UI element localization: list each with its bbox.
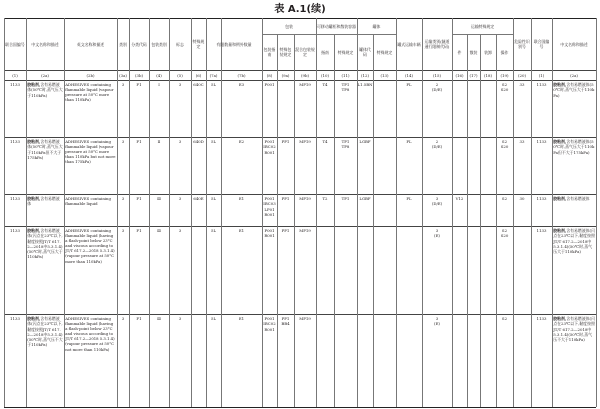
header-name-zh: 中文名称和描述	[31, 41, 59, 47]
dangerous-goods-table	[4, 18, 596, 407]
column-number: (5)	[177, 72, 183, 78]
proper-shipping-name: 胶粘剂,	[553, 82, 567, 87]
cell-name-en: ADHESIVES containing flammable liquid	[65, 196, 111, 207]
cell-code: F1	[136, 196, 142, 201]
description: 含有易燃液体(50℃时,蒸气压大于110kPa但不大于175kPa)	[27, 139, 63, 160]
header-un: 联合国编号	[5, 41, 25, 47]
header-sp-load: 装卸	[484, 49, 492, 55]
cell-tank-instr	[316, 315, 334, 406]
cell-tank-sp	[334, 315, 357, 406]
description: 含有易燃液体(50℃时,蒸气压大于110kPa)	[553, 82, 595, 98]
cell-name-en: ADHESIVES containing flammable liquid (vapour pressure at 50°C more than 110kPa but not more than 175kPa)	[65, 139, 116, 165]
header-sp-op: 操作	[500, 49, 509, 55]
cell-sp: 640E	[193, 196, 204, 201]
cell-pg: Ⅱ	[157, 139, 161, 144]
header-transport-cat: 运输类别(隧道通行限制代码)	[424, 39, 450, 49]
column-number: (1)	[538, 72, 545, 78]
cell-hin: 33	[519, 82, 525, 87]
column-number: (2a)	[570, 72, 578, 78]
header-name-en: 英文名称和描述	[76, 41, 105, 47]
cell-hin: 30	[519, 196, 525, 201]
cell-pg: Ⅲ	[157, 316, 161, 321]
column-number: (7b)	[237, 72, 246, 78]
cell-lq: 5L	[210, 139, 217, 144]
cell-name2-zh	[552, 195, 596, 225]
proper-shipping-name: 胶粘剂,	[27, 228, 41, 233]
cell-pi: P001 IBC02 R001	[263, 139, 276, 155]
cell-vehicle: FL	[406, 139, 412, 144]
cell-tank-sp2	[373, 315, 396, 406]
cell-name2-zh	[552, 315, 596, 406]
cell-tank-instr: T4	[322, 139, 328, 144]
column-number: (14)	[405, 72, 413, 78]
cell-vehicle	[396, 315, 422, 406]
cell-name-en: ADHESIVES containing flammable liquid (having a flash-point below 23°C and viscous according to JT/T 617.2—2018 5.3.1.4) (vapour pressure at 50°C more than 110kPa)	[65, 228, 115, 264]
cell-mpp: MP19	[299, 228, 311, 233]
proper-shipping-name: 胶粘剂,	[553, 228, 567, 233]
column-number: (16)	[455, 72, 464, 78]
header-tank-sp: 特殊规定	[337, 49, 354, 55]
cell-hin	[513, 227, 531, 313]
column-number: (11)	[341, 72, 350, 78]
cell-transport-cat: 3 (E)	[434, 316, 440, 327]
cell-vehicle: FL	[406, 82, 412, 87]
cell-sp-op: S2 S20	[500, 228, 509, 239]
column-number: (9b)	[300, 72, 309, 78]
header-tank-instr: 指南	[321, 49, 329, 55]
column-number: (12)	[361, 72, 369, 78]
column-number: (1)	[12, 72, 18, 78]
cell-un: 1133	[10, 196, 20, 201]
cell-sp-bulk	[467, 138, 480, 193]
header-tank-sp2: 特殊规定	[376, 49, 393, 55]
cell-label: 3	[178, 139, 182, 144]
proper-shipping-name: 胶粘剂,	[27, 196, 41, 201]
cell-ppp: PP1 BB4	[281, 316, 290, 327]
cell-ppp	[277, 81, 294, 136]
description: 含有易燃液体(闪点在23℃以下,黏度按照JT/T 617.2—2018中5.3.1.4)(50℃时,蒸气压大于110kPa)	[27, 228, 63, 260]
cell-sp: 640C	[193, 82, 204, 87]
cell-lq: 5L	[210, 82, 217, 87]
cell-pi: P001 R001	[264, 228, 275, 239]
cell-class: 3	[121, 196, 125, 201]
description: 含有易燃液体(闪点在23℃以下,黏度按照JT/T 617.2—2018中5.3.1.4)(50℃时,蒸气压不大于110kPa)	[553, 316, 595, 343]
cell-transport-cat: 3 (E)	[434, 228, 440, 239]
header-vehicle: 罐式运输车辆	[397, 41, 421, 47]
column-number: (13)	[380, 72, 389, 78]
column-number: (18)	[484, 72, 492, 78]
header-hin: 危险性识别号	[514, 39, 530, 49]
cell-sp	[191, 227, 206, 313]
header-group-special-provisions: 运输特殊规定	[470, 24, 495, 29]
column-number: (2a)	[41, 72, 49, 78]
header-un2: 联合国编号	[533, 39, 550, 49]
cell-sp-op: S2	[501, 316, 508, 321]
column-number: (3a)	[119, 72, 127, 78]
proper-shipping-name: 胶粘剂,	[27, 139, 41, 144]
cell-lq: 5L	[210, 196, 217, 201]
cell-lq: 5L	[210, 228, 217, 233]
cell-class: 3	[121, 139, 125, 144]
cell-class: 3	[121, 228, 125, 233]
header-ppp: 特殊包装规定	[279, 47, 292, 57]
header-sp: 特殊规定	[192, 39, 205, 49]
column-number: (7a)	[209, 72, 218, 78]
cell-eq: E1	[238, 196, 245, 201]
header-name2-zh: 中文名称和描述	[560, 41, 588, 47]
cell-pi: P001	[264, 82, 275, 87]
cell-pi: P001 IBC03 LP01 R001	[263, 196, 276, 217]
cell-code: F1	[136, 316, 142, 321]
cell-un: 1133	[10, 139, 20, 144]
cell-mpp: MP19	[299, 82, 311, 87]
cell-code: F1	[136, 228, 142, 233]
cell-sp-bulk	[467, 227, 480, 313]
cell-hin: 33	[519, 139, 525, 144]
cell-transport-cat: 2 (D/E)	[431, 139, 443, 150]
cell-un2: 1133	[536, 139, 547, 144]
cell-name-zh	[26, 81, 64, 136]
cell-name2-zh	[552, 81, 596, 136]
header-pg: 包装类别	[151, 41, 167, 47]
cell-tank-sp2	[373, 195, 396, 225]
header-label: 标志	[176, 41, 184, 47]
cell-sp-pkg	[452, 315, 467, 406]
cell-un: 1133	[10, 228, 20, 233]
proper-shipping-name: 胶粘剂,	[27, 82, 41, 87]
cell-class: 3	[121, 82, 125, 87]
cell-eq: E1	[238, 316, 245, 321]
cell-class: 3	[121, 316, 125, 321]
cell-tank-sp2	[373, 227, 396, 313]
cell-un2: 1133	[536, 316, 547, 321]
cell-sp: 640D	[193, 139, 204, 144]
cell-name2-zh	[552, 138, 596, 193]
cell-name-en: ADHESIVES containing flammable liquid (having a flash-point below 23°C and viscous according to JT/T 617.2—2018 5.3.1.4) (vapour pressure at 50°C not more than 110kPa)	[65, 316, 115, 352]
cell-eq: E3	[238, 82, 245, 87]
cell-tank-code	[357, 227, 373, 313]
description: 含有易燃液体(50℃时,蒸气压大于110kPa)	[27, 82, 63, 98]
proper-shipping-name: 胶粘剂,	[553, 316, 567, 321]
cell-transport-cat: 3 (D/E)	[431, 196, 443, 207]
cell-mpp: MP19	[299, 196, 311, 201]
proper-shipping-name: 胶粘剂,	[553, 196, 567, 201]
cell-label: 3	[178, 316, 182, 321]
cell-ppp: PP1	[281, 228, 290, 233]
cell-name-zh	[26, 195, 64, 225]
cell-tank-sp	[334, 227, 357, 313]
cell-label: 3	[178, 196, 182, 201]
cell-tank-instr: T4	[322, 82, 328, 87]
proper-shipping-name: 胶粘剂,	[27, 316, 41, 321]
cell-sp-load	[480, 195, 496, 225]
header-tank-code: 罐体代码	[359, 47, 371, 57]
cell-pg: Ⅲ	[157, 228, 161, 233]
cell-label: 3	[178, 228, 182, 233]
cell-tank-sp: TP1	[341, 196, 350, 201]
cell-mpp: MP19	[299, 139, 311, 144]
column-number: (17)	[469, 72, 478, 78]
cell-hin	[513, 315, 531, 406]
cell-sp-op: S2	[501, 196, 508, 201]
cell-sp-pkg: V12	[455, 196, 464, 201]
header-group-tank: 罐体	[372, 24, 381, 29]
col-divider	[596, 18, 597, 407]
column-number: (15)	[433, 72, 441, 78]
cell-sp-pkg	[452, 81, 467, 136]
proper-shipping-name: 胶粘剂,	[553, 139, 567, 144]
column-number: (3b)	[134, 72, 143, 78]
cell-mpp: MP19	[299, 316, 311, 321]
cell-name-en: ADHESIVES containing flammable liquid (vapour pressure at 50°C more than 110kPa)	[65, 82, 114, 103]
header-sp-bulk: 散装	[469, 49, 478, 55]
rule-row	[4, 407, 596, 408]
cell-code: F1	[136, 139, 142, 144]
description: 含有易燃液体(闪点在23℃以下,黏度按照JT/T 617.2—2018中5.3.1.4)(50℃时,蒸气压大于110kPa)	[553, 228, 595, 255]
table-title: 表 A.1(续)	[274, 4, 326, 15]
header-lq: 有限数量和例外数量	[216, 41, 252, 47]
column-number: (2b)	[86, 72, 95, 78]
cell-ppp: PP1	[281, 139, 290, 144]
cell-tank-code: LGBF	[359, 196, 371, 201]
cell-sp-op: S2 S20	[500, 82, 509, 93]
cell-name-zh	[26, 227, 64, 313]
cell-name-zh	[26, 315, 64, 406]
cell-vehicle	[396, 227, 422, 313]
header-group-packaging: 包装	[285, 24, 293, 29]
cell-sp-bulk	[467, 195, 480, 225]
cell-tank-code	[357, 315, 373, 406]
cell-un: 1133	[10, 82, 20, 87]
header-code: 分类代码	[131, 41, 147, 47]
header-pi: 包装指南	[263, 47, 276, 57]
cell-sp-load	[480, 138, 496, 193]
description: 含有易燃液体(50℃时,蒸气压大于110kPa但不大于175kPa)	[553, 139, 595, 155]
cell-name2-zh	[552, 227, 596, 313]
cell-un2: 1133	[536, 196, 547, 201]
cell-tank-code: LGBF	[359, 139, 371, 144]
description: 含有易燃液体(闪点在23℃以下,黏度按照JT/T 617.2—2018中5.3.1.4)(50℃时,蒸气压不大于110kPa)	[27, 316, 63, 348]
cell-un2: 1133	[536, 82, 547, 87]
cell-un: 1133	[10, 316, 20, 321]
cell-label: 3	[178, 82, 182, 87]
cell-tank-sp: TP1 TP8	[341, 82, 350, 93]
cell-tank-sp: TP1 TP8	[341, 139, 350, 150]
cell-sp-load	[480, 227, 496, 313]
header-mpp: 混合包装规定	[295, 47, 315, 57]
cell-pi: P001 IBC02 R001	[263, 316, 276, 332]
column-number: (6)	[195, 72, 202, 78]
cell-sp-pkg	[452, 138, 467, 193]
description: 含有易燃液体	[566, 196, 590, 201]
cell-tank-sp2	[373, 138, 396, 193]
cell-ppp: PP1	[281, 196, 290, 201]
cell-tank-instr	[316, 227, 334, 313]
cell-vehicle: FL	[406, 196, 412, 201]
cell-sp-pkg	[452, 227, 467, 313]
cell-transport-cat: 2 (D/E)	[431, 82, 443, 93]
cell-code: F1	[136, 82, 142, 87]
cell-pg: Ⅲ	[157, 196, 161, 201]
header-class: 类别	[119, 41, 127, 47]
column-number: (19)	[500, 72, 509, 78]
cell-un2: 1133	[536, 228, 547, 233]
column-number: (20)	[518, 72, 526, 78]
cell-sp	[191, 315, 206, 406]
cell-sp-load	[480, 81, 496, 136]
header-sp-pkg: 件	[457, 49, 462, 55]
column-number: (9a)	[281, 72, 290, 78]
cell-name-zh	[26, 138, 64, 193]
cell-lq: 5L	[210, 316, 217, 321]
column-number: (8)	[266, 72, 273, 78]
description: 含有易燃液体	[27, 196, 60, 207]
cell-tank-instr: T2	[322, 196, 328, 201]
header-group-portable-tank: 可移动罐柜和散装容器	[317, 24, 356, 29]
cell-sp-bulk	[467, 315, 480, 406]
cell-tank-sp2	[373, 81, 396, 136]
cell-pg: Ⅰ	[158, 82, 160, 87]
cell-tank-code: L1.5BN	[357, 82, 373, 87]
cell-sp-load	[480, 315, 496, 406]
cell-eq: E2	[238, 139, 245, 144]
column-number: (4)	[156, 72, 162, 78]
cell-sp-bulk	[467, 81, 480, 136]
column-number: (10)	[321, 72, 329, 78]
cell-sp-op: S2 S20	[500, 139, 509, 150]
cell-eq: E1	[238, 228, 245, 233]
